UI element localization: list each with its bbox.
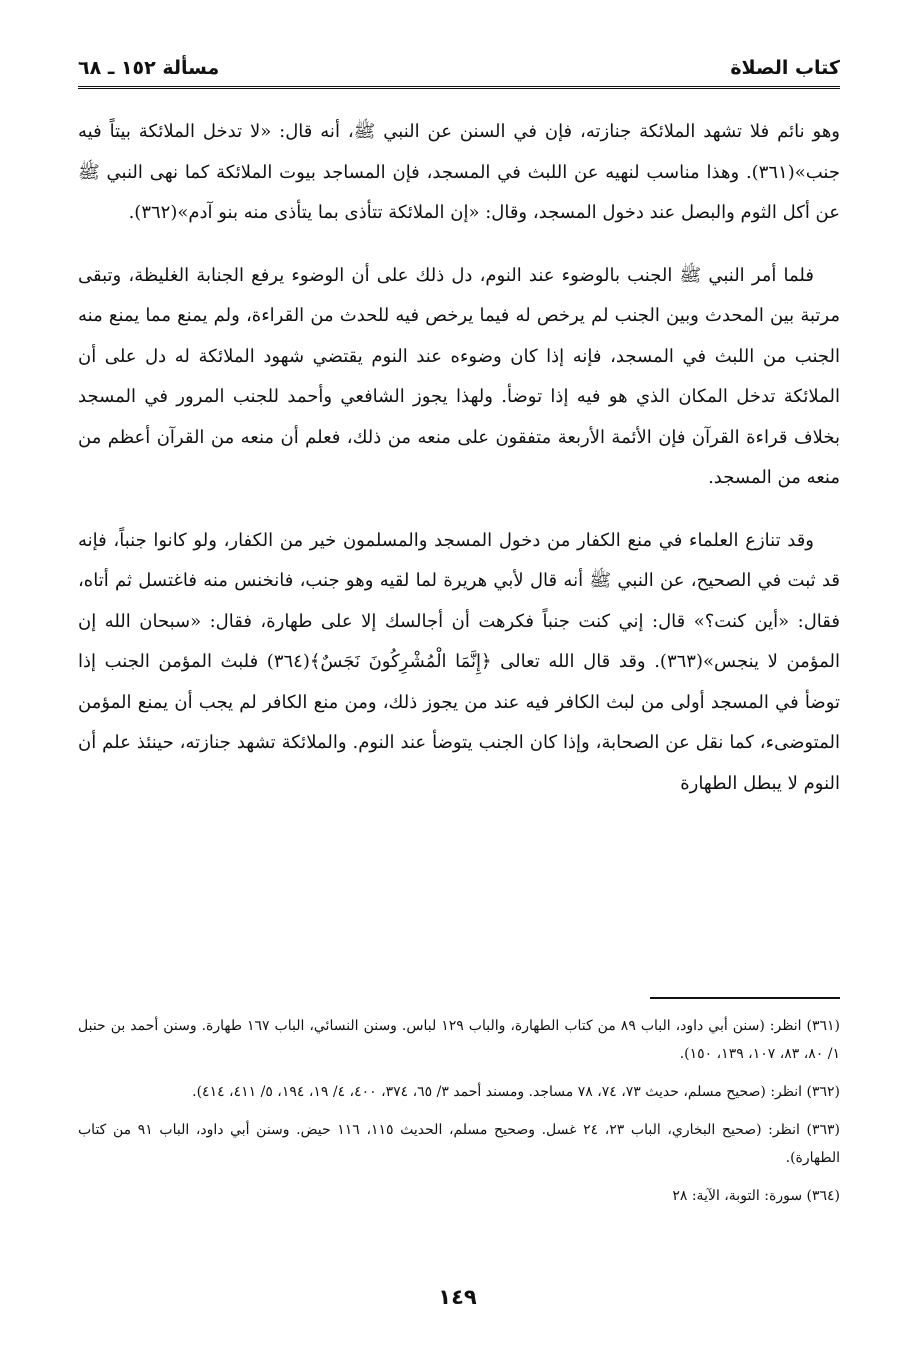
page-number: ١٤٩ bbox=[438, 1285, 477, 1309]
footnote-364: (٣٦٤) سورة: التوبة، الآية: ٢٨ bbox=[672, 1188, 840, 1204]
footnote-divider bbox=[650, 997, 840, 999]
footnotes bbox=[78, 1012, 840, 1220]
paragraph-1: وهو نائم فلا تشهد الملائكة جنازته، فإن في السنن عن النبي ﷺ، أنه قال: «لا تدخل الملائكة بيتاً فيه جنب»(٣٦١). وهذا مناسب لنهيه عن اللبث في المسجد، فإن المساجد بيوت الملائكة كما نهى النبي ﷺ عن أكل الثوم والبصل عند دخول المسجد، وقال: «إن الملائكة تتأذى بما يتأذى منه بنو آدم»(٣٦٢). bbox=[78, 121, 840, 223]
footnote-362: (٣٦٢) انظر: (صحيح مسلم، حديث ٧٣، ٧٤، ٧٨ مساجد. ومسند أحمد ٣/ ٦٥، ٣٧٤، ٤٠٠، ٤/ ١٩، ١٩٤، ٥/ ٤١١، ٤١٤). bbox=[192, 1084, 840, 1100]
footnote-361: (٣٦١) انظر: (سنن أبي داود، الباب ٨٩ من كتاب الطهارة، والباب ١٢٩ لباس. وسنن النسائي، الباب ١٦٧ طهارة. وسنن أحمد بن حنبل ١/ ٨٠، ٨٣، ١٠٧، ١٣٩، ١٥٠). bbox=[78, 1018, 840, 1062]
paragraph-3: وقد تنازع العلماء في منع الكفار من دخول المسجد والمسلمون خير من الكفار، ولو كانوا جنباً، فإنه قد ثبت في الصحيح، عن النبي ﷺ أنه قال لأبي هريرة لما لقيه وهو جنب، فانخنس منه فاغتسل ثم أتاه، فقال: «أين كنت؟» قال: إني كنت جنباً فكرهت أن أجالسك إلا على طهارة، فقال: «سبحان الله إن المؤمن لا ينجس»(٣٦٣). وقد قال الله تعالى ﴿إِنَّمَا الْمُشْرِكُونَ نَجَسٌ﴾(٣٦٤) فلبث المؤمن الجنب إذا توضأ في المسجد أولى من لبث الكافر فيه عند من يجوز ذلك، ومن منع الكافر لم يجب أن يمنع المؤمن المتوضىء، كما نقل عن الصحابة، وإذا كان الجنب يتوضأ عند النوم. والملائكة تشهد جنازته، حينئذ علم أن النوم لا يبطل الطهارة bbox=[78, 529, 841, 794]
main-text bbox=[78, 112, 840, 826]
chapter-title: كتاب الصلاة bbox=[730, 57, 840, 79]
footnote-363: (٣٦٣) انظر: (صحيح البخاري، الباب ٢٣، ٢٤ غسل. وصحيح مسلم، الحديث ١١٥، ١١٦ حيض. وسنن أبي داود، الباب ٩١ من كتاب الطهارة). bbox=[78, 1122, 840, 1166]
issue-number: مسألة ١٥٢ ـ ٦٨ bbox=[78, 57, 220, 79]
running-header bbox=[78, 50, 840, 89]
paragraph-2: فلما أمر النبي ﷺ الجنب بالوضوء عند النوم، دل ذلك على أن الوضوء يرفع الجنابة الغليظة، وتبقى مرتبة بين المحدث وبين الجنب لم يرخص له فيما يرخص فيه للحدث من القراءة، ولم يمنع مما يمنع منه الجنب من اللبث في المسجد، فإنه إذا كان وضوءه عند النوم يقتضي شهود الملائكة له دل على أن الملائكة تدخل المكان الذي هو فيه إذا توضأ. ولهذا يجوز الشافعي وأحمد للجنب المرور في المسجد بخلاف قراءة القرآن فإن الأئمة الأربعة متفقون على منعه من ذلك، فعلم أن منعه من القرآن أعظم من منعه من المسجد. bbox=[78, 264, 840, 488]
